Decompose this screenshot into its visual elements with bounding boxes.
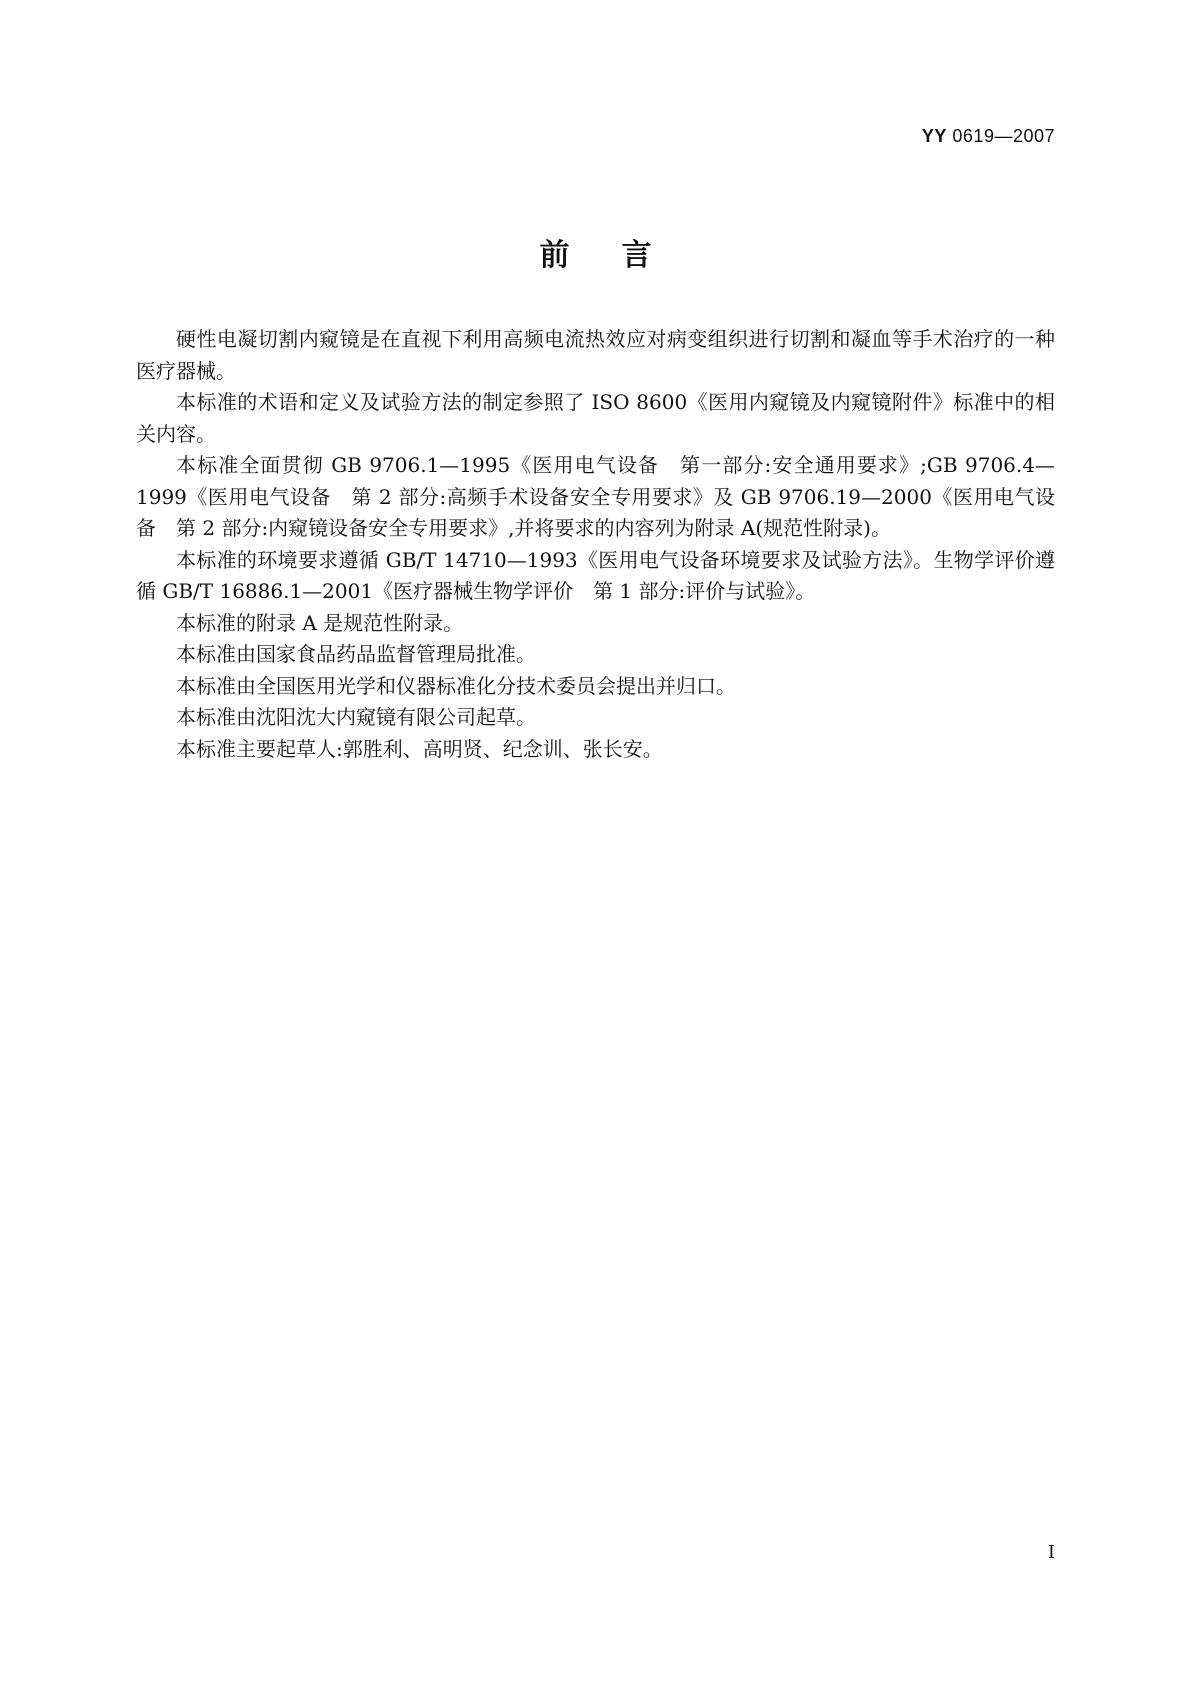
standard-code: 0619—2007 (952, 126, 1055, 146)
paragraph: 本标准的附录 A 是规范性附录。 (176, 610, 464, 635)
standard-prefix: YY (921, 126, 947, 146)
paragraph: 硬性电凝切割内窥镜是在直视下利用高频电流热效应对病变组织进行切割和凝血等手术治疗的一种医疗器械。 (136, 327, 1055, 383)
paragraph: 本标准全面贯彻 GB 9706.1—1995《医用电气设备 第一部分:安全通用要求》;GB 9706.4—1999《医用电气设备 第 2 部分:高频手术设备安全专用要求》及 GB 9706.19—2000《医用电气设备 第 2 部分:内窥镜设备安全专用要求》,并将要求的内容列为附录 A(规范性附录)。 (136, 453, 1055, 540)
paragraph: 本标准由沈阳沈大内窥镜有限公司起草。 (176, 705, 536, 729)
page-number: I (1047, 1542, 1055, 1563)
paragraph: 本标准主要起草人:郭胜利、高明贤、纪念训、张长安。 (176, 736, 663, 761)
paragraph: 本标准由全国医用光学和仪器标准化分技术委员会提出并归口。 (176, 673, 736, 698)
paragraph: 本标准由国家食品药品监督管理局批准。 (176, 642, 536, 666)
paragraph: 本标准的环境要求遵循 GB/T 14710—1993《医用电气设备环境要求及试验方法》。生物学评价遵循 GB/T 16886.1—2001《医疗器械生物学评价 第 1 部分:评价与试验》。 (136, 547, 1055, 603)
foreword-body (136, 324, 1055, 765)
page-title: 前言 (539, 238, 704, 273)
paragraph: 本标准的术语和定义及试验方法的制定参照了 ISO 8600《医用内窥镜及内窥镜附件》标准中的相关内容。 (136, 390, 1055, 446)
standard-number (922, 126, 1055, 147)
